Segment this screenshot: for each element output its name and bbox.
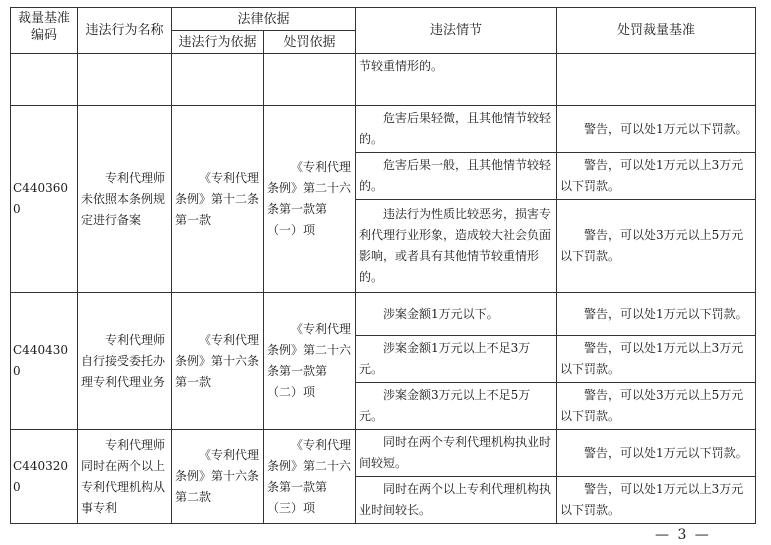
standard-cell: 警告，可以处1万元以下罚款。: [557, 293, 756, 336]
header-standard: 处罚裁量基准: [557, 8, 756, 54]
code-cell: C4403200: [11, 430, 78, 524]
standard-cell: 警告，可以处1万元以上3万元以下罚款。: [557, 153, 756, 200]
behavior-cell: 专利代理师自行接受委托办理专利代理业务: [78, 293, 172, 430]
circumstance-cell: 同时在两个专利代理机构执业时间较短。: [356, 430, 557, 477]
discretion-standard-table: [10, 7, 756, 524]
header-behavior: 违法行为名称: [78, 8, 172, 54]
violation-basis-cell: 《专利代理条例》第十六条第一款: [172, 293, 264, 430]
code-cell: C4404300: [11, 293, 78, 430]
circumstance-cell: 涉案金额1万元以下。: [356, 293, 557, 336]
circumstance-cell: 违法行为性质比较恶劣，损害专利代理行业形象，造成较大社会负面影响，或者具有其他情节较重情形的。: [356, 200, 557, 293]
penalty-basis-cell: 《专利代理条例》第二十六条第一款第（一）项: [264, 106, 356, 293]
penalty-basis-cell: 《专利代理条例》第二十六条第一款第（二）项: [264, 293, 356, 430]
violation-basis-cell: 《专利代理条例》第十六条第二款: [172, 430, 264, 524]
table-row: [11, 293, 756, 336]
page-number: — 3 —: [655, 527, 711, 543]
standard-cell: 警告，可以处3万元以上5万元以下罚款。: [557, 383, 756, 430]
header-code: 裁量基准编码: [11, 8, 78, 54]
standard-cell: 警告，可以处1万元以上3万元以下罚款。: [557, 336, 756, 383]
continuation-circumstance: 节较重情形的。: [356, 54, 557, 106]
standard-cell: 警告，可以处1万元以上3万元以下罚款。: [557, 477, 756, 524]
table-row: [11, 106, 756, 153]
header-legal-basis: 法律依据: [172, 8, 356, 31]
circumstance-cell: 危害后果轻微，且其他情节较轻的。: [356, 106, 557, 153]
standard-cell: 警告，可以处1万元以下罚款。: [557, 106, 756, 153]
behavior-cell: 专利代理师未依照本条例规定进行备案: [78, 106, 172, 293]
circumstance-cell: 同时在两个以上专利代理机构执业时间较长。: [356, 477, 557, 524]
circumstance-cell: 涉案金额3万元以上不足5万元。: [356, 383, 557, 430]
circumstance-cell: 危害后果一般，且其他情节较轻的。: [356, 153, 557, 200]
violation-basis-cell: 《专利代理条例》第十二条第一款: [172, 106, 264, 293]
behavior-cell: 专利代理师同时在两个以上专利代理机构从事专利: [78, 430, 172, 524]
standard-cell: 警告，可以处3万元以上5万元以下罚款。: [557, 200, 756, 293]
header-penalty-basis: 处罚依据: [264, 31, 356, 54]
standard-cell: 警告，可以处1万元以下罚款。: [557, 430, 756, 477]
table-row: [11, 430, 756, 477]
header-circumstance: 违法情节: [356, 8, 557, 54]
penalty-basis-cell: 《专利代理条例》第二十六条第一款第（三）项: [264, 430, 356, 524]
code-cell: C4403600: [11, 106, 78, 293]
circumstance-cell: 涉案金额1万元以上不足3万元。: [356, 336, 557, 383]
header-violation-basis: 违法行为依据: [172, 31, 264, 54]
